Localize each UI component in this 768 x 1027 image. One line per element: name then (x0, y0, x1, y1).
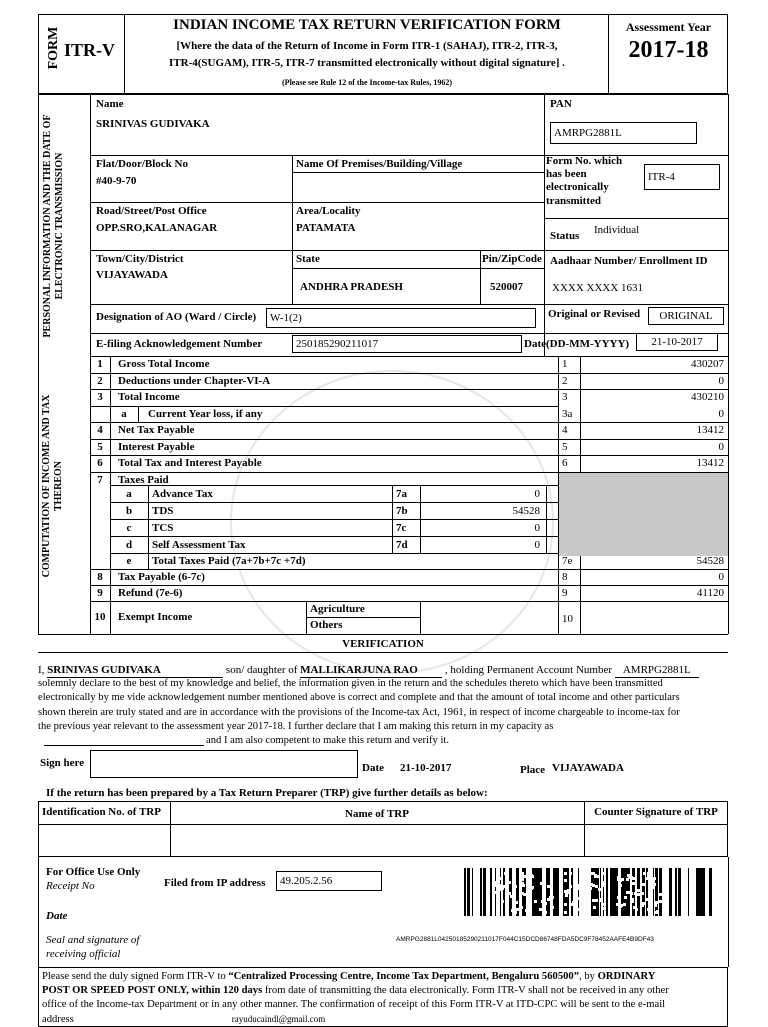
verification-father: MALLIKARJUNA RAO (300, 664, 442, 678)
row-ref: 2 (562, 374, 568, 387)
tax-label: Advance Tax (152, 487, 213, 500)
sign-here-label: Sign here (40, 757, 85, 769)
ack-value: 250185290211017 (292, 335, 522, 353)
area-label: Area/Locality (296, 205, 361, 217)
footer-text-1: Please send the duly signed Form ITR-V to (42, 971, 229, 982)
row-divider (90, 439, 728, 440)
row-ref: 10 (562, 612, 573, 625)
verification-place-value: VIJAYAWADA (552, 762, 624, 774)
footer-email: rayuducaindl@gmail.com (231, 1014, 326, 1024)
road-value: OPP.SRO,KALANAGAR (96, 222, 218, 234)
row-divider (90, 389, 728, 390)
verification-holding: , holding Permanent Account Number (444, 664, 613, 676)
footer-text-4: address (42, 1014, 74, 1025)
row-number: 6 (97, 457, 103, 469)
row-divider (90, 601, 728, 602)
status-value: Individual (594, 224, 640, 236)
trp-signature-label: Counter Signature of TRP (594, 806, 718, 818)
row-value: 0 (718, 407, 724, 420)
form-subtitle-2: ITR-4(SUGAM), ITR-5, ITR-7 transmitted electronically without digital signature] . (169, 57, 565, 69)
state-label: State (296, 253, 320, 265)
ack-date-value: 21-10-2017 (636, 333, 718, 351)
pan-label: PAN (550, 98, 572, 110)
row-number: 3 (97, 391, 103, 403)
flat-value: #40-9-70 (96, 175, 137, 187)
row-sub-letter: a (121, 407, 127, 420)
town-label: Town/City/District (96, 253, 184, 265)
ip-address-label: Filed from IP address (164, 877, 266, 889)
original-revised-value: ORIGINAL (648, 307, 724, 325)
form-no-value: ITR-4 (644, 164, 720, 190)
row-ref: 3 (562, 391, 568, 403)
col-divider (546, 485, 547, 553)
row-value: 430210 (691, 391, 724, 403)
tax-label: TDS (152, 504, 174, 517)
form-no-label-2: has been (546, 168, 587, 180)
row-number: 9 (97, 586, 103, 599)
col-divider (148, 485, 149, 569)
trp-intro: If the return has been prepared by a Tax Return Preparer (TRP) give further details as below: (46, 787, 488, 799)
state-value: ANDHRA PRADESH (300, 281, 403, 293)
row-label: Current Year loss, if any (148, 407, 263, 420)
office-date-label: Date (46, 910, 68, 922)
pin-value: 520007 (490, 281, 523, 293)
trp-id-label: Identification No. of TRP (42, 806, 161, 818)
flat-label: Flat/Door/Block No (96, 158, 188, 170)
row-label: Total Income (118, 391, 180, 403)
row-number: 10 (94, 610, 106, 623)
others-label: Others (310, 618, 343, 631)
verification-line-4: shown therein are truly stated and are in accordance with the provisions of the Income-tax Act, 1961, in respect of income chargeable to income-tax for (38, 707, 680, 718)
tax-label: Total Taxes Paid (7a+7b+7c +7d) (152, 554, 306, 567)
footer-text-3: office of the Income-tax Department or in any other manner. The confirmation of receipt of this Form ITR-V at ITD-CPC will be sent to the e-mail (42, 999, 666, 1010)
row-label: Net Tax Payable (118, 424, 195, 436)
footer-text-2: from date of transmitting the data electronically. Form ITR-V shall not be received in any other (262, 985, 669, 996)
verification-date-value: 21-10-2017 (400, 762, 452, 774)
tax-label: Self Assessment Tax (152, 538, 246, 551)
tax-label: TCS (152, 521, 174, 534)
tax-sub-letter: c (126, 521, 132, 534)
row-label: Gross Total Income (118, 358, 210, 370)
footer-post-note: POST OR SPEED POST ONLY, within 120 days (42, 985, 263, 996)
col-divider (420, 601, 421, 635)
premises-label: Name Of Premises/Building/Village (296, 158, 463, 170)
row-label: Deductions under Chapter-VI-A (118, 374, 271, 387)
tax-sub-letter: a (126, 487, 132, 500)
tax-value: 0 (534, 521, 540, 534)
agriculture-label: Agriculture (310, 602, 365, 615)
ack-date-label: Date(DD-MM-YYYY) (524, 338, 630, 350)
row-label: Exempt Income (118, 610, 193, 623)
aadhaar-label: Aadhaar Number/ Enrollment ID (550, 255, 708, 267)
verification-line-3: electronically by me vide acknowledgement number mentioned above is correct and complete and that the amount of total income and other particulars (38, 692, 680, 703)
row-value: 13412 (696, 424, 724, 436)
row-divider (90, 585, 728, 586)
row-ref: 4 (562, 424, 568, 436)
row-value: 54528 (696, 554, 724, 567)
assessment-year-value: 2017-18 (628, 37, 709, 63)
verification-line-6: and I am also competent to make this return and verify it. (206, 735, 449, 746)
row-number: 7 (97, 473, 103, 486)
form-code: ITR-V (64, 40, 116, 60)
row-value: 0 (718, 440, 724, 453)
col-divider (138, 406, 139, 423)
row-divider (110, 536, 558, 537)
verification-place-label: Place (520, 764, 546, 776)
row-label: Tax Payable (6-7c) (118, 570, 205, 583)
row-number: 4 (97, 424, 103, 436)
verification-pan: AMRPG2881L (615, 664, 699, 678)
row-label: Taxes Paid (118, 473, 169, 486)
row-divider (90, 422, 728, 423)
row-value: 0 (718, 374, 724, 387)
row-divider (90, 455, 728, 456)
road-label: Road/Street/Post Office (96, 205, 207, 217)
row-divider (306, 617, 420, 618)
ao-value: W-1(2) (266, 308, 536, 328)
pan-value: AMRPG2881L (550, 122, 697, 144)
ack-label: E-filing Acknowledgement Number (96, 338, 263, 350)
row-number: 1 (97, 358, 103, 370)
shaded-area (559, 472, 728, 556)
rule-note: (Please see Rule 12 of the Income-tax Rules, 1962) (282, 78, 452, 87)
col-divider (392, 485, 393, 553)
col-divider (110, 356, 111, 634)
row-divider (110, 553, 558, 554)
status-label: Status (550, 230, 580, 242)
row-number: 8 (97, 570, 103, 583)
row-ref: 8 (562, 570, 568, 583)
row-ref: 3a (562, 407, 573, 420)
tax-ref: 7a (396, 487, 407, 500)
verification-i: I, (38, 664, 45, 676)
seal-label-2: receiving official (46, 948, 121, 960)
tax-sub-letter: e (126, 554, 132, 567)
signature-box[interactable] (90, 750, 358, 778)
row-number: 5 (97, 440, 103, 453)
tax-value: 0 (534, 487, 540, 500)
form-no-label-1: Form No. which (546, 155, 623, 167)
trp-name-label: Name of TRP (345, 808, 409, 820)
tax-value: 54528 (512, 504, 540, 517)
office-use-title: For Office Use Only (46, 866, 141, 878)
row-ref: 9 (562, 586, 568, 599)
footer-cpc-address: “Centralized Processing Centre, Income Tax Department, Bengaluru 560500” (228, 971, 580, 982)
row-divider (110, 519, 558, 520)
name-value: SRINIVAS GUDIVAKA (96, 118, 210, 130)
row-divider (90, 569, 728, 570)
verification-heading: VERIFICATION (342, 638, 424, 650)
area-value: PATAMATA (296, 222, 356, 234)
row-label: Refund (7e-6) (118, 586, 183, 599)
tax-ref: 7d (396, 538, 408, 551)
pin-label: Pin/ZipCode (482, 253, 542, 265)
town-value: VIJAYAWADA (96, 269, 168, 281)
barcode-text: AMRPG2881L04250185290211017F044C15DCD86748FDA5DC9F78452AAFE4B9DF43 (396, 936, 654, 943)
personal-side-label: PERSONAL INFORMATION AND THE DATE OF ELECTRONIC TRANSMISSION (42, 114, 65, 338)
row-value: 41120 (696, 586, 724, 599)
form-no-label-4: transmitted (546, 195, 601, 207)
original-revised-label: Original or Revised (548, 308, 641, 320)
row-ref: 6 (562, 457, 568, 469)
row-number: 2 (97, 374, 103, 387)
tax-ref: 7c (396, 521, 407, 534)
form-word: FORM (46, 26, 61, 70)
row-divider (110, 485, 558, 486)
footer-ordinary: ORDINARY (597, 971, 656, 982)
footer-text-1c: , by (579, 971, 598, 982)
col-divider (420, 485, 421, 553)
row-value: 0 (718, 570, 724, 583)
row-divider (110, 502, 558, 503)
verification-line-2: solemnly declare to the best of my knowledge and belief, the information given in the return and the schedules thereto which have been transmitted (38, 678, 663, 689)
row-ref: 1 (562, 358, 568, 370)
name-label: Name (96, 98, 124, 110)
row-label: Total Tax and Interest Payable (118, 457, 262, 469)
row-divider (90, 406, 558, 407)
tax-value: 0 (534, 538, 540, 551)
verification-line-5: the previous year relevant to the assessment year 2017-18. I further declare that I am making this return in my capacity as (38, 721, 554, 732)
row-ref: 5 (562, 440, 568, 453)
row-value: 13412 (696, 457, 724, 469)
row-label: Interest Payable (118, 440, 195, 453)
form-title: INDIAN INCOME TAX RETURN VERIFICATION FORM (173, 17, 561, 33)
barcode-image (464, 868, 716, 916)
form-subtitle-1: [Where the data of the Return of Income in Form ITR-1 (SAHAJ), ITR-2, ITR-3, (176, 40, 558, 52)
verification-name: SRINIVAS GUDIVAKA (47, 664, 223, 678)
row-divider (90, 472, 728, 473)
aadhaar-value: XXXX XXXX 1631 (552, 282, 644, 294)
seal-label-1: Seal and signature of (46, 934, 140, 946)
row-value: 430207 (691, 358, 724, 370)
row-divider (90, 373, 728, 374)
assessment-year-label: Assessment Year (625, 20, 712, 34)
row-ref: 7e (562, 554, 573, 567)
computation-side-label: COMPUTATION OF INCOME AND TAX THEREON (41, 394, 64, 578)
ao-label: Designation of AO (Ward / Circle) (96, 311, 257, 323)
form-no-label-3: electronically (546, 181, 609, 193)
tax-sub-letter: d (125, 538, 133, 551)
ip-address-value: 49.205.2.56 (276, 871, 382, 891)
receipt-no-label: Receipt No (46, 880, 95, 892)
verification-date-label: Date (362, 762, 384, 774)
tax-ref: 7b (396, 504, 408, 517)
tax-sub-letter: b (125, 504, 133, 517)
verification-son-of: son/ daughter of (225, 664, 298, 676)
